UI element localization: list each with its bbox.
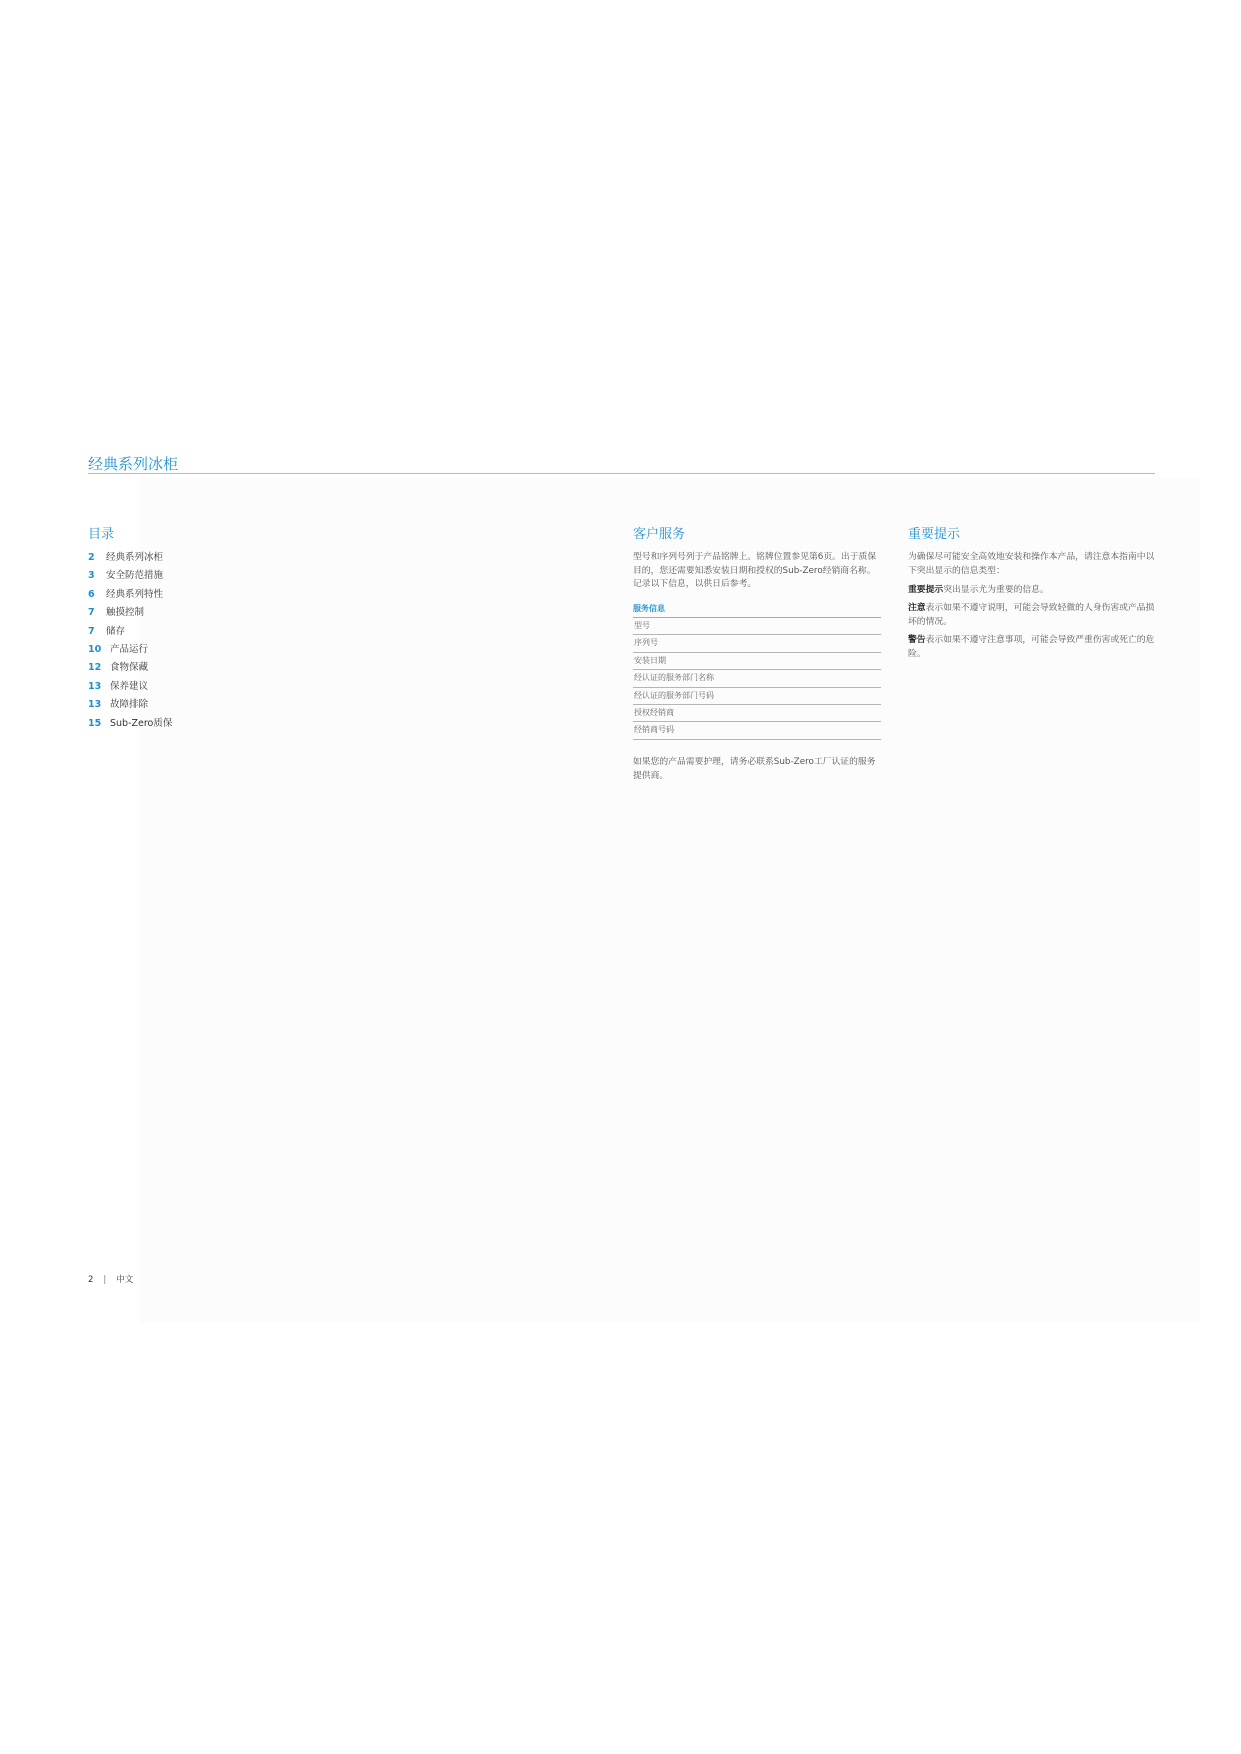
service-field-dept-name[interactable]: 经认证的服务部门名称 [633, 670, 881, 687]
page-number: 2 [88, 1275, 94, 1285]
service-field-dealer-number[interactable]: 经销商号码 [633, 722, 881, 739]
important-intro: 为确保尽可能安全高效地安装和操作本产品，请注意本指南中以下突出显示的信息类型： [908, 552, 1155, 576]
important-item-text: 表示如果不遵守说明，可能会导致轻微的人身伤害或产品损坏的情况。 [908, 603, 1155, 627]
toc-item-label: 经典系列特性 [106, 588, 164, 600]
toc-item-label: 安全防范措施 [106, 570, 164, 582]
toc-heading: 目录 [88, 527, 115, 542]
customer-service-intro: 型号和序列号列于产品铭牌上。铭牌位置参见第6页。出于质保目的，您还需要知悉安装日期和授权的Sub-Zero经销商名称。记录以下信息，以供日后参考。 [633, 552, 877, 590]
footer-separator: | [103, 1275, 107, 1285]
toc-page-number: 3 [88, 570, 95, 582]
toc-page-number: 7 [88, 607, 95, 619]
service-field-install-date[interactable]: 安装日期 [633, 653, 881, 670]
footer-language: 中文 [116, 1275, 134, 1285]
toc-item-label: 经典系列冰柜 [106, 552, 164, 563]
service-field-dept-number[interactable]: 经认证的服务部门号码 [633, 688, 881, 705]
toc-item[interactable] [88, 715, 338, 733]
toc-item-label: 产品运行 [110, 643, 149, 655]
toc-item[interactable] [88, 549, 338, 567]
important-item-term: 注意 [908, 603, 926, 613]
service-field-dealer[interactable]: 授权经销商 [633, 705, 881, 722]
toc-item[interactable] [88, 567, 338, 585]
toc-item-label: 保养建议 [110, 680, 149, 692]
toc-page-number: 10 [88, 643, 102, 655]
service-note: 如果您的产品需要护理，请务必联系Sub-Zero工厂认证的服务提供商。 [633, 757, 876, 781]
important-item-warning [908, 634, 1160, 661]
toc-page-number: 12 [88, 662, 102, 674]
customer-service-heading: 客户服务 [633, 527, 686, 542]
important-item-caution [908, 602, 1160, 629]
important-item-notice [908, 584, 1160, 598]
page-footer [88, 1273, 133, 1285]
service-info-table [633, 617, 881, 740]
toc-item[interactable] [88, 641, 338, 659]
toc-item[interactable] [88, 604, 338, 622]
toc-page-number: 7 [88, 625, 95, 637]
toc-item[interactable] [88, 623, 338, 641]
toc-list [88, 549, 338, 733]
service-info-heading: 服务信息 [633, 604, 665, 613]
toc-item[interactable] [88, 678, 338, 696]
important-heading: 重要提示 [908, 527, 961, 542]
toc-page-number: 2 [88, 552, 95, 563]
toc-item-label: Sub-Zero质保 [110, 717, 173, 729]
title-rule [88, 473, 1155, 474]
toc-item-label: 触摸控制 [106, 607, 145, 619]
toc-item-label: 食物保藏 [110, 662, 149, 674]
service-field-serial[interactable]: 序列号 [633, 635, 881, 652]
important-item-text: 表示如果不遵守注意事项，可能会导致严重伤害或死亡的危险。 [908, 635, 1155, 659]
toc-item-label: 故障排除 [110, 699, 149, 711]
toc-page-number: 15 [88, 717, 102, 729]
toc-page-number: 6 [88, 588, 95, 600]
important-item-term: 警告 [908, 635, 926, 645]
document-title: 经典系列冰柜 [88, 455, 179, 473]
toc-page-number: 13 [88, 680, 102, 692]
service-field-model[interactable]: 型号 [633, 618, 881, 635]
toc-item[interactable] [88, 586, 338, 604]
important-item-text: 突出显示尤为重要的信息。 [943, 585, 1049, 595]
important-item-term: 重要提示 [908, 585, 944, 595]
toc-page-number: 13 [88, 699, 102, 711]
toc-item-label: 储存 [106, 625, 126, 637]
toc-item[interactable] [88, 696, 338, 714]
toc-item[interactable] [88, 659, 338, 677]
